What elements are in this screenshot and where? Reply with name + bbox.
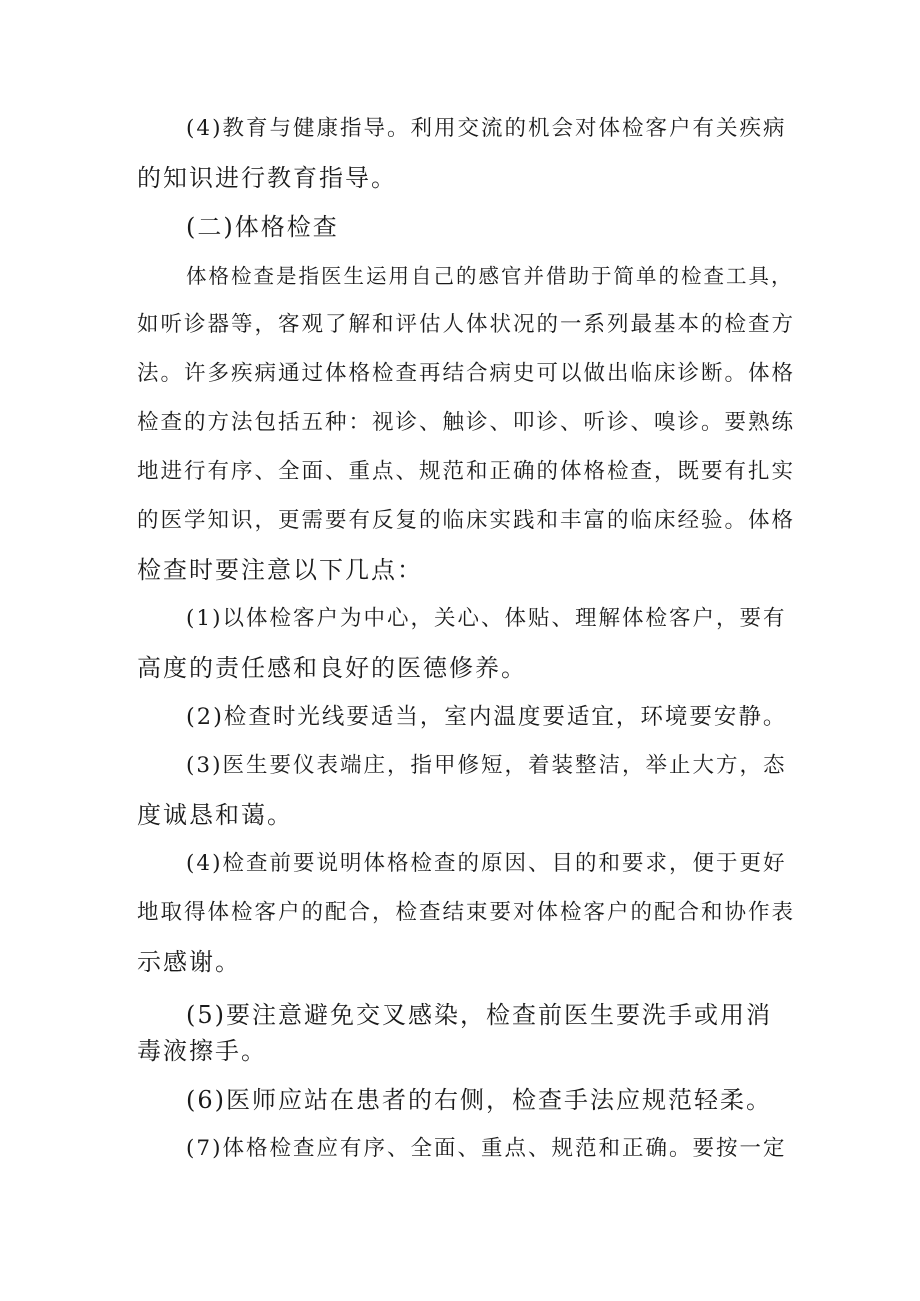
- paragraph-line: 毒液擦手。: [137, 1037, 267, 1065]
- paragraph-line: 检查时要注意以下几点：: [137, 556, 423, 584]
- paragraph-line: 检查的方法包括五种：视诊、触诊、叩诊、听诊、嗅诊。要熟练: [137, 410, 796, 435]
- paragraph-line: 体格检查是指医生运用自己的感官并借助于简单的检查工具，: [186, 264, 794, 288]
- paragraph-line: (4)检查前要说明体格检查的原因、目的和要求，便于更好: [186, 851, 787, 876]
- paragraph-line: 的知识进行教育指导。: [137, 164, 397, 192]
- paragraph-line: 地进行有序、全面、重点、规范和正确的体格检查，既要有扎实: [137, 459, 796, 484]
- paragraph-line: 高度的责任感和良好的医德修养。: [137, 654, 527, 682]
- paragraph-line: 度诚恳和蔼。: [137, 801, 293, 829]
- paragraph-line: (7)体格检查应有序、全面、重点、规范和正确。要按一定: [186, 1136, 787, 1161]
- section-heading: (二)体格检查: [186, 213, 339, 241]
- paragraph-line: 示感谢。: [137, 948, 241, 976]
- paragraph-line: (5)要注意避免交叉感染，检查前医生要洗手或用消: [186, 1001, 772, 1029]
- paragraph-line: (1)以体检客户为中心，关心、体贴、理解体检客户，要有: [186, 606, 787, 631]
- paragraph-line: (2)检查时光线要适当，室内温度要适宜，环境要安静。: [186, 704, 788, 730]
- paragraph-line: (4)教育与健康指导。利用交流的机会对体检客户有关疾病: [186, 116, 787, 141]
- paragraph-line: (3)医生要仪表端庄，指甲修短，着装整洁，举止大方，态: [186, 753, 787, 778]
- paragraph-line: 地取得体检客户的配合，检查结束要对体检客户的配合和协作表: [137, 900, 796, 925]
- paragraph-line: 的医学知识，更需要有反复的临床实践和丰富的临床经验。体格: [137, 508, 796, 533]
- paragraph-line: 如听诊器等，客观了解和评估人体状况的一系列最基本的检查方: [137, 312, 796, 337]
- paragraph-line: 法。许多疾病通过体格检查再结合病史可以做出临床诊断。体格: [137, 361, 796, 386]
- paragraph-line: (6)医师应站在患者的右侧，检查手法应规范轻柔。: [186, 1086, 772, 1114]
